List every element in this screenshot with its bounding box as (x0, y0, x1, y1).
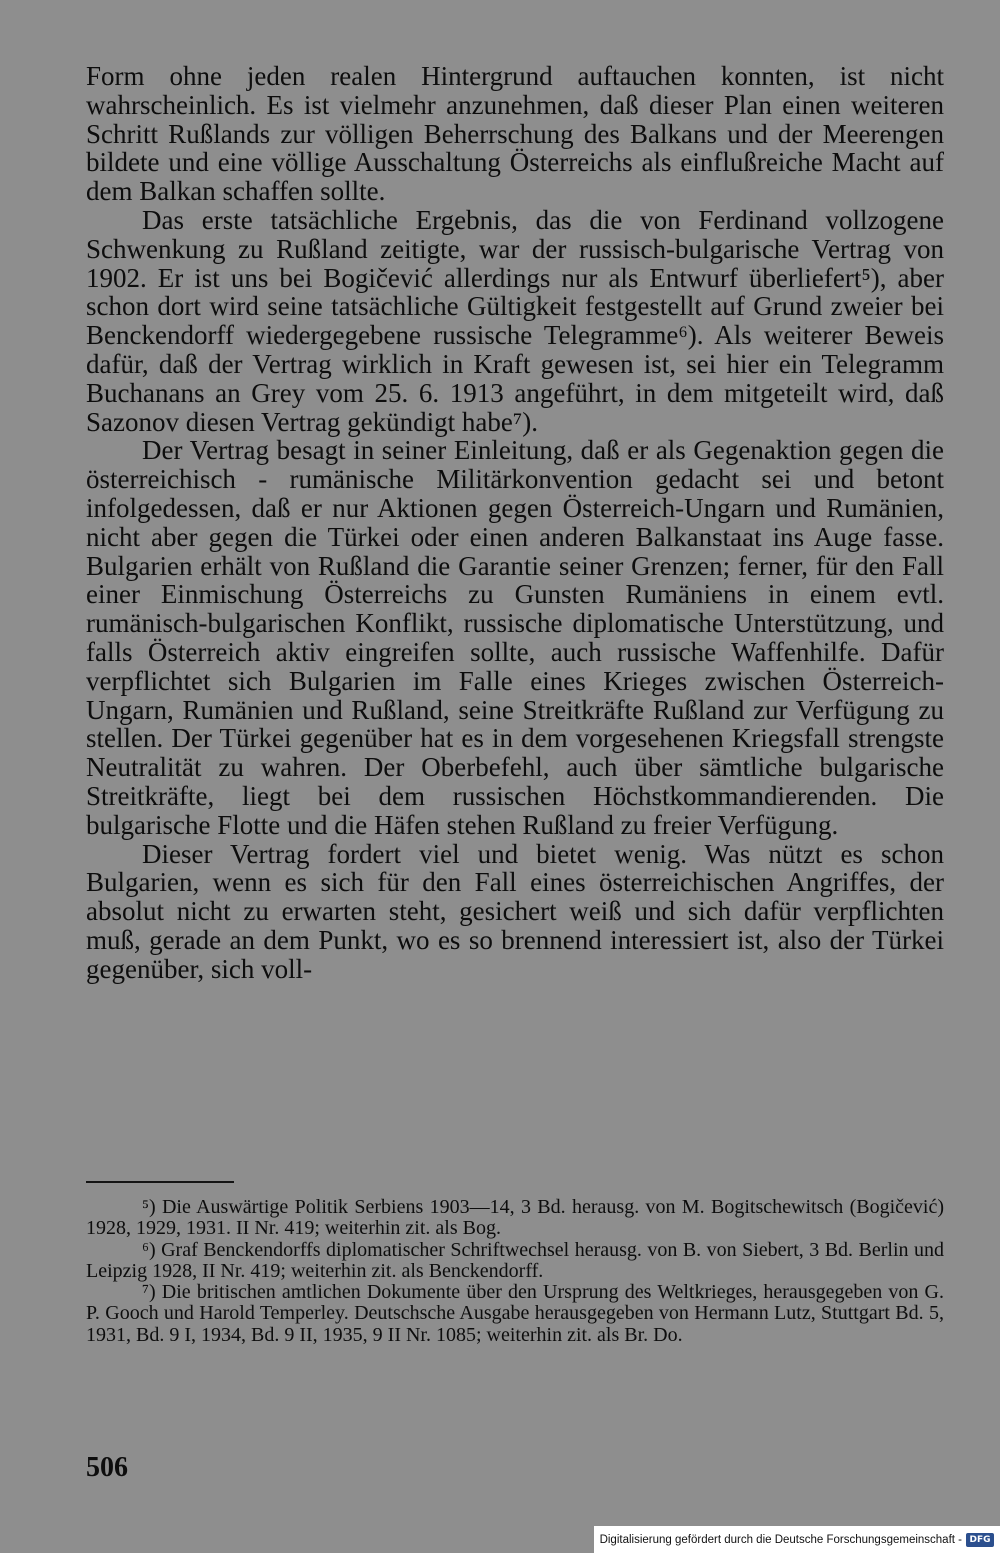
credit-text: Digitalisierung gefördert durch die Deutsche Forschungsgemeinschaft - (599, 1533, 962, 1546)
page-number: 506 (86, 1452, 128, 1483)
paragraph-2: Das erste tatsächliche Ergebnis, das die von Ferdinand vollzogene Schwenkung zu Rußland zeitigte, war der russisch-bulgarische Vertrag von 1902. Er ist uns bei Bogičević allerdings nur als Entwurf überliefert⁵), aber schon dort wird seine tatsächliche Gültigkeit festgestellt auf Grund zweier bei Benckendorff wiedergegebene russische Telegramme⁶). Als weiterer Beweis dafür, daß der Vertrag wirklich in Kraft gewesen ist, sei hier ein Telegramm Buchanans an Grey vom 25. 6. 1913 angeführt, in dem mitgeteilt wird, daß Sazonov diesen Vertrag gekündigt habe⁷). (86, 204, 944, 437)
digitization-credit (594, 1526, 1000, 1553)
footnote-7: ⁷) Die britischen amtlichen Dokumente über den Ursprung des Weltkrieges, herausgegeben von G. P. Gooch und Harold Temperley. Deutschsche Ausgabe herausgegeben von Hermann Lutz, Stuttgart Bd. 5, 1931, Bd. 9 I, 1934, Bd. 9 II, 1935, 9 II Nr. 1085; weiterhin zit. als Br. Do. (86, 1281, 944, 1346)
footnote-5: ⁵) Die Auswärtige Politik Serbiens 1903—14, 3 Bd. herausg. von M. Bogitschewitsch (Bogičević) 1928, 1929, 1931. II Nr. 419; weiterhin zit. als Bog. (86, 1196, 944, 1240)
dfg-logo-icon: DFG (966, 1533, 994, 1547)
footnote-separator (86, 1181, 234, 1183)
paragraph-3: Der Vertrag besagt in seiner Einleitung, daß er als Gegenaktion gegen die österreichisch - rumänische Militärkonvention gedacht sei und betont infolgedessen, daß er nur Aktionen gegen Österreich-Ungarn und Rumänien, nicht aber gegen die Türkei oder einen anderen Balkanstaat ins Auge fasse. Bulgarien erhält von Rußland die Garantie seiner Grenzen; ferner, für den Fall einer Einmischung Österreichs zu Gunsten Rumäniens in einem evtl. rumänisch-bulgarischen Konflikt, russische diplomatische Unterstützung, und falls Österreich aktiv eingreifen sollte, auch russische Waffenhilfe. Dafür verpflichtet sich Bulgarien im Falle eines Krieges zwischen Österreich-Ungarn, Rumänien und Rußland, seine Streitkräfte Rußland zur Verfügung zu stellen. Der Türkei gegenüber hat es in dem vorgesehenen Kriegsfall strengste Neutralität zu wahren. Der Oberbefehl, auch über sämtliche bulgarische Streitkräfte, liegt bei dem russischen Höchstkommandierenden. Die bulgarische Flotte und die Häfen stehen Rußland zu freier Verfügung. (86, 435, 944, 840)
paragraph-1: Form ohne jeden realen Hintergrund auftauchen konnten, ist nicht wahrscheinlich. Es ist vielmehr anzunehmen, daß dieser Plan einen weiteren Schritt Rußlands zur völligen Beherrschung des Balkans und der Meerengen bildete und eine völlige Ausschaltung Österreichs als einflußreiche Macht auf dem Balkan schaffen sollte. (86, 61, 944, 207)
main-text (86, 62, 944, 984)
footnotes (86, 1197, 944, 1346)
footnote-6: ⁶) Graf Benckendorffs diplomatischer Schriftwechsel herausg. von B. von Siebert, 3 Bd. Berlin und Leipzig 1928, II Nr. 419; weiterhin zit. als Benckendorff. (86, 1238, 944, 1282)
paragraph-4: Dieser Vertrag fordert viel und bietet wenig. Was nützt es schon Bulgarien, wenn es sich für den Fall eines österreichischen Angriffes, der absolut nicht zu erwarten steht, gesichert weiß und sich dafür verpflichten muß, gerade an dem Punkt, wo es so brennend interessiert ist, also der Türkei gegenüber, sich voll- (86, 838, 944, 984)
